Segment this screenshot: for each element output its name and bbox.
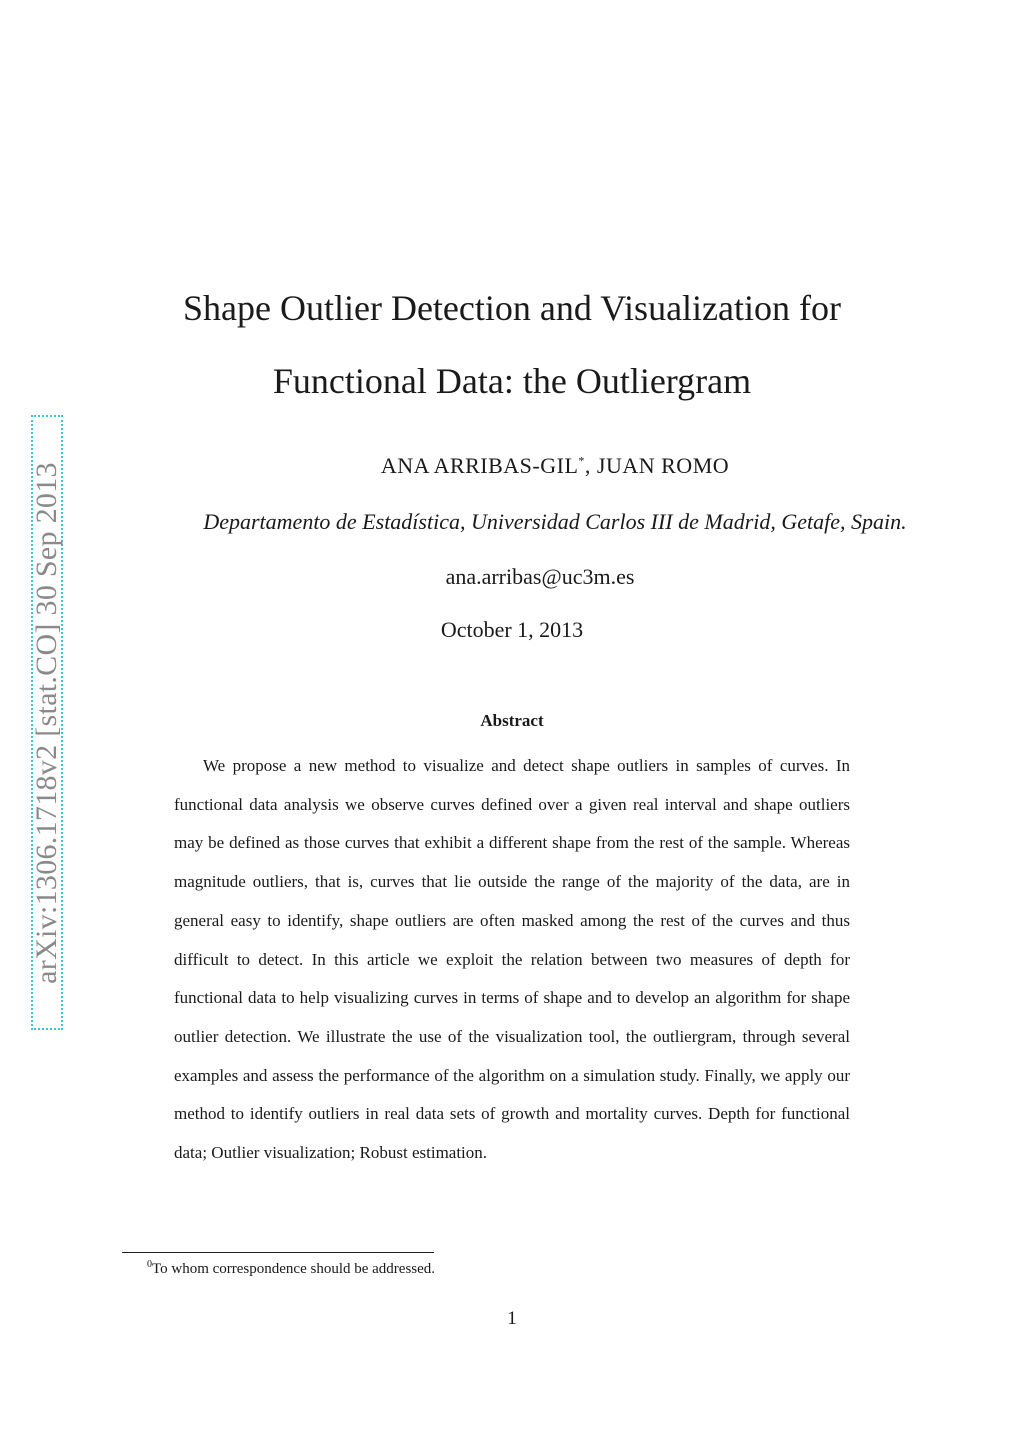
author-first: ANA ARRIBAS-GIL bbox=[380, 453, 579, 478]
footnote-divider bbox=[122, 1252, 434, 1253]
footnote-mark: 0 bbox=[147, 1259, 152, 1270]
arxiv-id: arXiv:1306.1718v2 [stat.CO] 30 Sep 2013 bbox=[30, 461, 63, 984]
footnote bbox=[147, 1259, 435, 1278]
abstract-text: We propose a new method to visualize and detect shape outliers in samples of curves. In functional data analysis we observe curves defined over a given real interval and shape outliers may be defined as those curves that exhibit a different shape from the rest of the sample. Whereas magnitude outliers, that is, curves that lie outside the range of the majority of the data, are in general easy to identify, shape outliers are often masked among the rest of the curves and thus difficult to detect. In this article we exploit the relation between two measures of depth for functional data to help visualizing curves in terms of shape and to develop an algorithm for shape outlier detection. We illustrate the use of the visualization tool, the outliergram, through several examples and assess the performance of the algorithm on a simulation study. Finally, we apply our method to identify outliers in real data sets of growth and mortality curves. Depth for functional data; Outlier visualization; Robust estimation. bbox=[174, 756, 850, 1163]
affiliation: Departamento de Estadística, Universidad Carlos III de Madrid, Getafe, Spain. bbox=[203, 509, 907, 534]
author-rest: , JUAN ROMO bbox=[584, 453, 730, 478]
publication-date: October 1, 2013 bbox=[440, 617, 584, 642]
footnote-text: To whom correspondence should be addressed. bbox=[152, 1261, 436, 1277]
author-email[interactable]: ana.arribas@uc3m.es bbox=[445, 564, 635, 589]
arxiv-stamp[interactable] bbox=[31, 415, 63, 1030]
corresponding-author-mark: * bbox=[578, 453, 585, 468]
abstract-heading: Abstract bbox=[480, 711, 544, 730]
title-line-2: Functional Data: the Outliergram bbox=[272, 361, 752, 401]
title-line-1: Shape Outlier Detection and Visualization for bbox=[183, 288, 841, 328]
page-number: 1 bbox=[507, 1308, 517, 1329]
authors bbox=[230, 453, 880, 479]
